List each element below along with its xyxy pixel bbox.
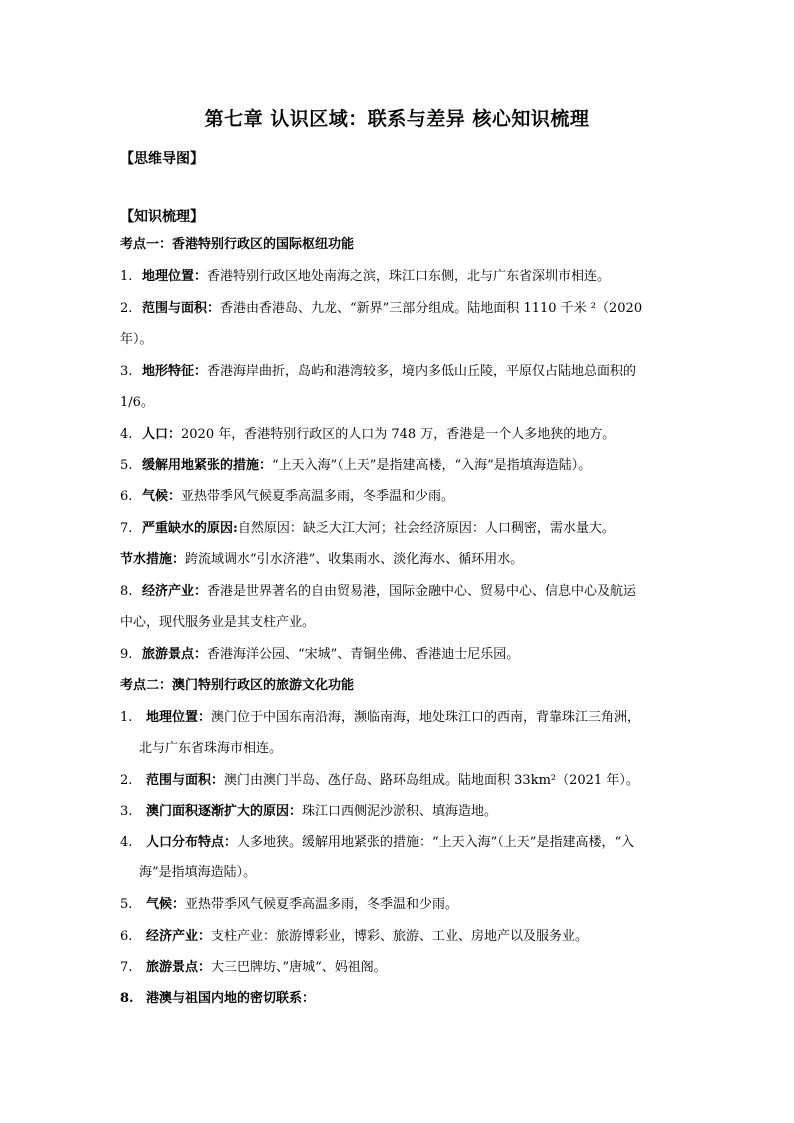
point1-item-4 (120, 426, 615, 444)
knowledge-heading: 【知识梳理】 (120, 209, 204, 225)
item-number: 9. (120, 647, 133, 662)
item-number: 8. (120, 584, 133, 599)
point1-item-8-continued: 中心，现代服务业是其支柱产业。 (120, 615, 316, 630)
item-label: 旅游景点： (146, 960, 212, 975)
point1-item-1 (120, 268, 610, 286)
point2-item-4 (120, 834, 634, 852)
item-text: “上天入海”（上天”是指建高楼，“入海”是指填海造陆）。 (272, 458, 592, 473)
point1-item-9 (120, 646, 519, 664)
point2-item-1-continued: 北与广东省珠海市相连。 (139, 741, 283, 756)
item-text: 支柱产业：旅游博彩业，博彩、旅游、工业、房地产以及服务业。 (211, 929, 589, 944)
item-number: 8. (120, 991, 134, 1006)
item-label: 严重缺水的原因: (142, 521, 238, 536)
point1-item-2 (120, 300, 642, 318)
point2-item-4-continued: 海”是指填海造陆）。 (139, 865, 257, 880)
item-label: 地理位置： (146, 710, 212, 725)
item-text: 香港特别行政区地处南海之滨，珠江口东侧，北与广东省深圳市相连。 (207, 269, 611, 284)
item-text: 澳门位于中国东南沿海，濒临南海，地处珠江口的西南，背靠珠江三角洲， (211, 710, 641, 725)
item-label: 澳门面积逐渐扩大的原因： (146, 804, 303, 819)
point2-item-1 (120, 709, 640, 727)
item-number: 6. (120, 929, 133, 944)
point2-item-2 (120, 772, 639, 790)
point2-item-3 (120, 803, 497, 821)
item-text: 人多地狭。缓解用地紧张的措施：“上天入海”（上天”是指建高楼，“入 (237, 835, 635, 850)
item-label: 节水措施： (120, 552, 186, 567)
item-label: 旅游景点： (142, 647, 208, 662)
point1-heading: 考点一：香港特别行政区的国际枢纽功能 (120, 237, 355, 252)
item-label: 缓解用地紧张的措施： (142, 458, 273, 473)
item-label: 经济产业： (146, 929, 212, 944)
point1-item-7 (120, 520, 615, 538)
item-label: 范围与面积： (142, 301, 221, 316)
point1-water-saving (120, 551, 523, 569)
item-number: 7. (120, 521, 133, 536)
item-number: 1. (120, 269, 133, 284)
item-number: 3. (120, 364, 133, 379)
item-number: 1. (120, 710, 133, 725)
item-number: 4. (120, 835, 133, 850)
point1-item-3 (120, 363, 636, 381)
item-text: 香港海岸曲折，岛屿和港湾较多，境内多低山丘陵，平原仅占陆地总面积的 (207, 364, 637, 379)
item-text: 自然原因：缺乏大江大河；社会经济原因：人口稠密，需水量大。 (237, 521, 615, 536)
item-label: 地形特征： (142, 364, 208, 379)
item-text: 珠江口西侧泥沙淤积、填海造地。 (302, 804, 498, 819)
document-title: 第七章 认识区域：联系与差异 核心知识梳理 (204, 108, 590, 130)
item-label: 范围与面积： (146, 773, 225, 788)
point2-item-7 (120, 959, 387, 977)
item-text: 香港海洋公园、“宋城”、青铜坐佛、香港迪士尼乐园。 (207, 647, 520, 662)
point2-item-8 (120, 990, 315, 1008)
item-text: 2020 年，香港特别行政区的人口为 748 万，香港是一个人多地狭的地方。 (181, 427, 616, 442)
item-label: 地理位置： (142, 269, 208, 284)
item-text: 亚热带季风气候夏季高温多雨，冬季温和少雨。 (185, 897, 459, 912)
item-number: 3. (120, 804, 133, 819)
item-number: 5. (120, 458, 133, 473)
point2-item-6 (120, 928, 588, 946)
item-label: 气候： (142, 489, 182, 504)
item-text: 澳门由澳门半岛、氹仔岛、路环岛组成。陆地面积 33km²（2021 年）。 (224, 773, 639, 788)
point1-item-6 (120, 488, 454, 506)
item-number: 2. (120, 773, 133, 788)
point2-heading: 考点二：澳门特别行政区的旅游文化功能 (120, 678, 355, 693)
item-text: 亚热带季风气候夏季高温多雨，冬季温和少雨。 (181, 489, 455, 504)
item-label: 人口分布特点： (146, 835, 238, 850)
mind-map-heading: 【思维导图】 (120, 151, 204, 167)
point1-item-2-continued: 年）。 (120, 332, 153, 347)
item-label: 气候： (146, 897, 186, 912)
item-label: 人口： (142, 427, 182, 442)
item-number: 5. (120, 897, 133, 912)
item-label: 经济产业： (142, 584, 208, 599)
item-text: 跨流域调水“引水济港”、收集雨水、淡化海水、循环用水。 (185, 552, 524, 567)
item-number: 6. (120, 489, 133, 504)
item-text: 香港是世界著名的自由贸易港，国际金融中心、贸易中心、信息中心及航运 (207, 584, 637, 599)
item-number: 4. (120, 427, 133, 442)
item-number: 7. (120, 960, 133, 975)
item-number: 2. (120, 301, 133, 316)
item-label: 港澳与祖国内地的密切联系： (146, 991, 316, 1006)
item-text: 大三巴牌坊、”唐城“、妈祖阁。 (211, 960, 387, 975)
point1-item-5 (120, 457, 591, 475)
item-text: 香港由香港岛、九龙、“新界”三部分组成。陆地面积 1110 千米 ²（2020 (220, 301, 643, 316)
point2-item-5 (120, 896, 458, 914)
point1-item-8 (120, 583, 636, 601)
point1-item-3-continued: 1/6。 (120, 395, 154, 410)
